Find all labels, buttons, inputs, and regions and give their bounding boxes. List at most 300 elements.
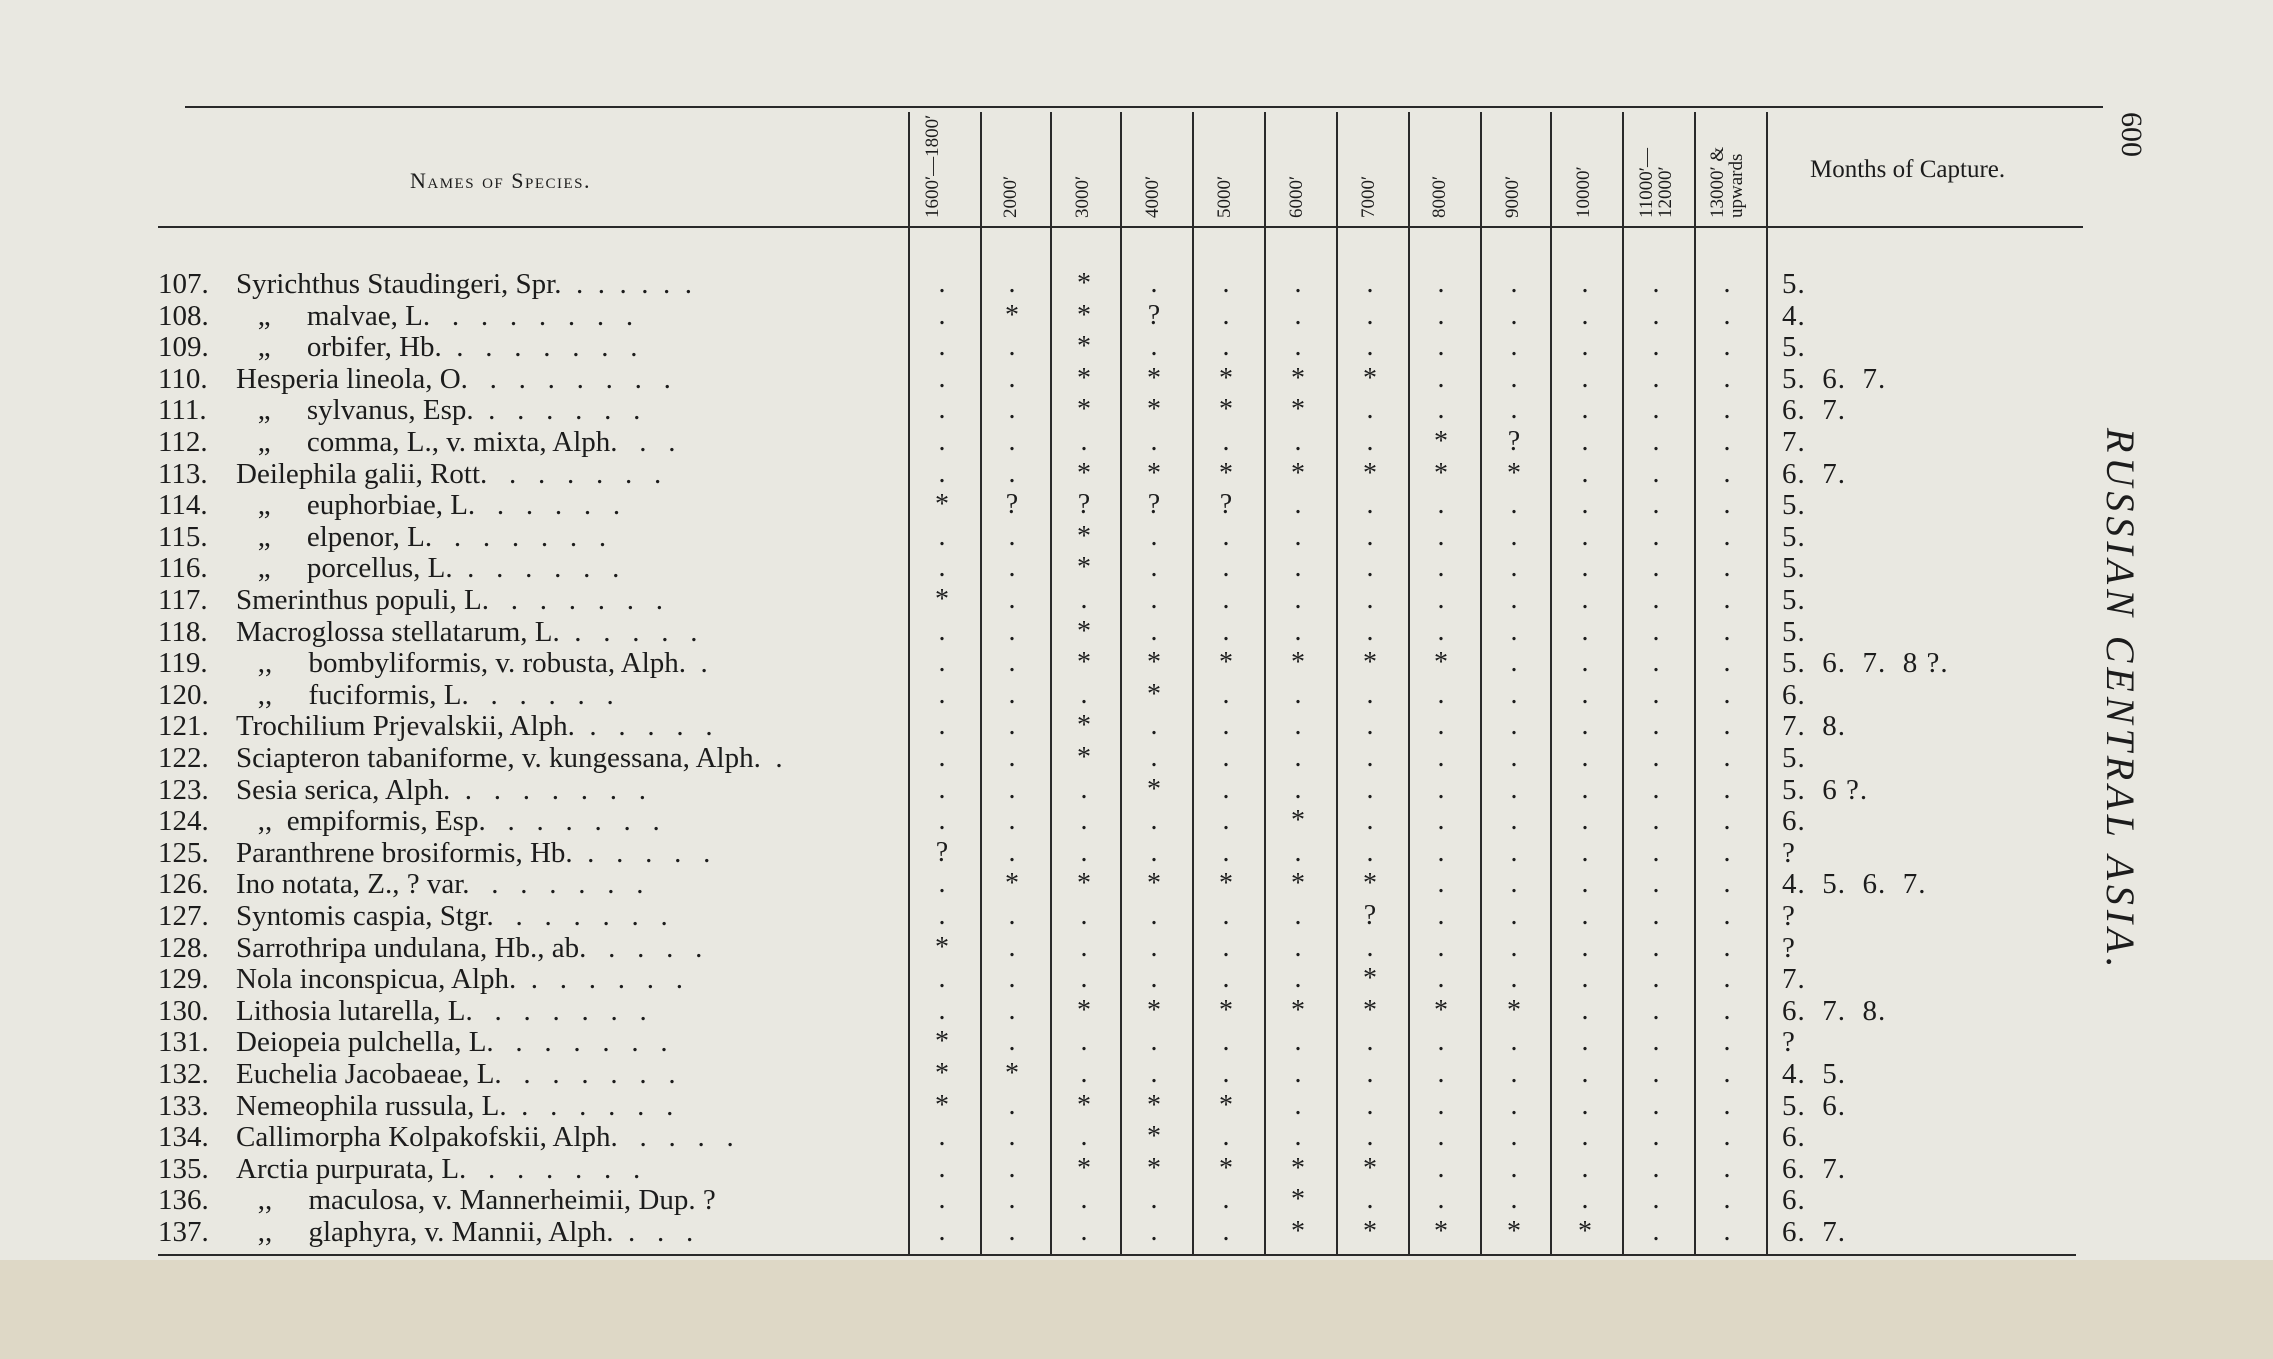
altitude-cell: . (1222, 742, 1230, 773)
altitude-cell: . (1294, 489, 1302, 521)
altitude-cell: . (1510, 963, 1518, 995)
altitude-cell: . (1652, 900, 1660, 931)
species-name: Syrichthus Staudingeri, Spr. . . . . . . (236, 268, 692, 300)
altitude-cell: . (938, 710, 946, 742)
table-row (0, 1184, 2273, 1216)
altitude-cell: . (1581, 994, 1589, 1026)
altitude-cell: . (1222, 520, 1230, 552)
altitude-cell: . (1723, 1089, 1731, 1121)
table-row (0, 647, 2273, 679)
altitude-cell: * (1005, 868, 1019, 900)
altitude-cell: . (1581, 552, 1589, 584)
altitude-cell: . (938, 678, 946, 710)
altitude-cell: . (1652, 457, 1660, 489)
altitude-cell: * (1507, 457, 1521, 489)
altitude-cell: . (1366, 836, 1374, 868)
species-name: „ porcellus, L. . . . . . . (236, 552, 620, 585)
altitude-header-label: 7000′ (1358, 175, 1379, 218)
altitude-cell: . (1294, 836, 1302, 868)
altitude-cell: . (1366, 584, 1374, 615)
altitude-cell: * (1363, 362, 1377, 394)
species-name: Ino notata, Z., ? var. . . . . . . (236, 868, 644, 901)
altitude-cell: * (1434, 647, 1448, 679)
running-head: RUSSIAN CENTRAL ASIA. (2098, 428, 2143, 973)
altitude-cell: * (1219, 868, 1233, 900)
altitude-cell: . (1150, 331, 1158, 363)
altitude-cell: * (1147, 1089, 1161, 1121)
months-of-capture: 5. (1782, 615, 1806, 648)
altitude-cell: . (1150, 584, 1158, 615)
altitude-cell: . (1080, 1026, 1088, 1058)
altitude-cell: * (1077, 331, 1091, 363)
species-name: Lithosia lutarella, L. . . . . . . (236, 994, 647, 1027)
altitude-cell: . (1222, 710, 1230, 742)
months-of-capture: 5. 6. 7. 8 ?. (1782, 647, 1949, 680)
altitude-cell: . (1652, 868, 1660, 900)
altitude-cell: . (1294, 1058, 1302, 1089)
altitude-cell: * (1363, 963, 1377, 995)
altitude-cell: . (1222, 1184, 1230, 1216)
altitude-cell: * (935, 1058, 949, 1089)
altitude-cell: . (1581, 678, 1589, 710)
altitude-cell: * (1147, 994, 1161, 1026)
altitude-cell: . (1150, 552, 1158, 584)
altitude-cell: . (1080, 900, 1088, 931)
altitude-cell: ? (1005, 489, 1019, 521)
altitude-cell: . (1723, 710, 1731, 742)
altitude-cell: . (1150, 1184, 1158, 1216)
table-row (0, 268, 2273, 300)
altitude-cell: * (1077, 299, 1091, 331)
altitude-cell: * (1291, 1184, 1305, 1216)
altitude-cell: * (1219, 1152, 1233, 1184)
altitude-cell: . (1437, 836, 1445, 868)
altitude-cell: . (1437, 1152, 1445, 1184)
altitude-cell: . (938, 647, 946, 679)
altitude-cell: ? (1147, 299, 1161, 331)
top-rule (185, 106, 2103, 108)
row-number: 118. (158, 615, 208, 648)
altitude-cell: . (1437, 1184, 1445, 1216)
row-number: 131. (158, 1026, 209, 1059)
altitude-cell: . (938, 963, 946, 995)
altitude-cell: . (1581, 1152, 1589, 1184)
altitude-cell: . (938, 868, 946, 900)
months-of-capture: 7. (1782, 963, 1806, 996)
species-column-header: Names of Species. (410, 168, 591, 193)
table-row (0, 774, 2273, 806)
species-name: Smerinthus populi, L. . . . . . . (236, 584, 663, 616)
row-number: 132. (158, 1058, 209, 1090)
altitude-cell: . (1510, 742, 1518, 773)
altitude-cell: . (1652, 710, 1660, 742)
altitude-cell: . (1652, 489, 1660, 521)
altitude-cell: . (1008, 710, 1016, 742)
row-number: 129. (158, 963, 209, 996)
altitude-cell: . (1723, 299, 1731, 331)
altitude-cell: . (1222, 805, 1230, 837)
altitude-cell: . (1366, 1058, 1374, 1089)
altitude-cell: . (1581, 268, 1589, 299)
species-name: Arctia purpurata, L. . . . . . . (236, 1152, 641, 1185)
table-row (0, 805, 2273, 837)
row-number: 133. (158, 1089, 209, 1122)
months-of-capture: 4. (1782, 299, 1806, 332)
months-of-capture: ? (1782, 836, 1796, 869)
altitude-cell: . (1510, 868, 1518, 900)
altitude-cell: . (1437, 900, 1445, 931)
altitude-cell: . (1222, 836, 1230, 868)
species-name: Nola inconspicua, Alph. . . . . . . (236, 963, 684, 996)
species-name: Deiopeia pulchella, L. . . . . . . (236, 1026, 668, 1059)
altitude-cell: . (1294, 299, 1302, 331)
altitude-cell: . (1150, 805, 1158, 837)
altitude-cell: . (1008, 615, 1016, 647)
altitude-cell: . (1437, 331, 1445, 363)
altitude-cell: . (1366, 268, 1374, 299)
altitude-cell: . (1366, 678, 1374, 710)
months-of-capture: 5. (1782, 268, 1806, 300)
altitude-cell: . (1581, 1058, 1589, 1089)
altitude-cell: . (1008, 773, 1016, 805)
altitude-header-label: 2000′ (1000, 175, 1021, 218)
table-row (0, 458, 2273, 490)
species-name: Macroglossa stellatarum, L. . . . . . (236, 615, 698, 648)
species-name: Euchelia Jacobaeae, L. . . . . . . (236, 1058, 676, 1090)
altitude-cell: . (1652, 1216, 1660, 1247)
months-of-capture: 6. 7. (1782, 1216, 1846, 1248)
species-name: Syntomis caspia, Stgr. . . . . . . (236, 900, 668, 932)
altitude-cell: * (1434, 994, 1448, 1026)
species-name: „ sylvanus, Esp. . . . . . . (236, 394, 641, 427)
altitude-cell: . (938, 394, 946, 426)
altitude-cell: . (1437, 1058, 1445, 1089)
altitude-cell: . (1510, 1121, 1518, 1153)
altitude-cell: . (1150, 520, 1158, 552)
altitude-cell: . (1510, 615, 1518, 647)
altitude-cell: . (1723, 552, 1731, 584)
altitude-cell: . (1510, 1026, 1518, 1058)
altitude-header-label: 4000′ (1142, 175, 1163, 218)
months-of-capture: 4. 5. (1782, 1058, 1846, 1090)
altitude-cell: ? (1147, 489, 1161, 521)
species-name: ,, fuciformis, L. . . . . . (236, 678, 614, 711)
altitude-cell: . (1652, 1026, 1660, 1058)
species-name: „ comma, L., v. mixta, Alph. . . (236, 426, 676, 458)
altitude-cell: . (1366, 1121, 1374, 1153)
altitude-cell: . (1652, 615, 1660, 647)
species-name: Callimorpha Kolpakofskii, Alph. . . . . (236, 1121, 734, 1154)
altitude-cell: . (1437, 299, 1445, 331)
altitude-cell: . (1222, 268, 1230, 299)
altitude-cell: * (1219, 1089, 1233, 1121)
months-of-capture: 5. (1782, 584, 1806, 616)
altitude-cell: . (1723, 1216, 1731, 1247)
altitude-cell: . (1652, 994, 1660, 1026)
months-of-capture: 5. 6 ?. (1782, 773, 1869, 806)
row-number: 113. (158, 457, 208, 490)
altitude-cell: * (1363, 1152, 1377, 1184)
row-number: 114. (158, 489, 208, 522)
months-of-capture: 6. 7. (1782, 457, 1846, 490)
altitude-cell: . (1008, 963, 1016, 995)
months-of-capture: 6. (1782, 1121, 1806, 1154)
altitude-cell: * (1219, 362, 1233, 394)
altitude-cell: . (1510, 900, 1518, 931)
altitude-cell: . (1581, 489, 1589, 521)
altitude-cell: . (1222, 426, 1230, 457)
altitude-cell: * (935, 931, 949, 963)
altitude-header-label: 5000′ (1214, 175, 1235, 218)
altitude-cell: . (1510, 362, 1518, 394)
altitude-header-label: 8000′ (1429, 175, 1450, 218)
altitude-cell: . (1510, 1152, 1518, 1184)
altitude-cell: . (1366, 489, 1374, 521)
altitude-cell: . (1008, 994, 1016, 1026)
altitude-cell: . (1008, 647, 1016, 679)
altitude-cell: . (1652, 331, 1660, 363)
row-number: 117. (158, 584, 208, 616)
altitude-cell: . (1294, 268, 1302, 299)
altitude-cell: * (1005, 1058, 1019, 1089)
table-row (0, 710, 2273, 742)
species-name: „ euphorbiae, L. . . . . . (236, 489, 621, 522)
altitude-cell: . (1723, 584, 1731, 615)
altitude-cell: . (1510, 1184, 1518, 1216)
altitude-cell: . (1510, 520, 1518, 552)
row-number: 122. (158, 742, 209, 774)
altitude-cell: . (1366, 1026, 1374, 1058)
altitude-cell: . (1150, 836, 1158, 868)
table-row (0, 616, 2273, 648)
altitude-cell: . (1437, 963, 1445, 995)
table-bottom-rule (158, 1254, 2076, 1256)
altitude-cell: . (1581, 1089, 1589, 1121)
altitude-cell: . (1222, 963, 1230, 995)
altitude-cell: . (1510, 647, 1518, 679)
altitude-cell: . (1222, 615, 1230, 647)
altitude-header-label: 9000′ (1502, 175, 1523, 218)
altitude-header-label: 1600′—1800′ (922, 114, 943, 218)
altitude-cell: . (1723, 805, 1731, 837)
altitude-cell: * (1291, 805, 1305, 837)
altitude-cell: . (1008, 931, 1016, 963)
altitude-cell: . (1080, 1121, 1088, 1153)
altitude-cell: . (1723, 1152, 1731, 1184)
altitude-cell: . (1008, 1026, 1016, 1058)
altitude-cell: . (1510, 1058, 1518, 1089)
altitude-cell: . (1652, 584, 1660, 615)
altitude-cell: . (1008, 362, 1016, 394)
altitude-cell: . (1510, 268, 1518, 299)
altitude-cell: . (1437, 362, 1445, 394)
altitude-cell: . (938, 805, 946, 837)
altitude-cell: . (1437, 1089, 1445, 1121)
altitude-cell: . (1723, 742, 1731, 773)
altitude-cell: . (1222, 584, 1230, 615)
altitude-cell: . (1652, 1184, 1660, 1216)
altitude-cell: . (1150, 742, 1158, 773)
altitude-cell: . (1080, 1216, 1088, 1247)
altitude-cell: . (1723, 994, 1731, 1026)
altitude-cell: . (1581, 584, 1589, 615)
altitude-cell: . (1150, 710, 1158, 742)
altitude-cell: * (1578, 1216, 1592, 1247)
altitude-cell: . (1581, 299, 1589, 331)
altitude-cell: . (1150, 900, 1158, 931)
altitude-cell: . (1080, 1184, 1088, 1216)
row-number: 112. (158, 426, 208, 458)
altitude-cell: . (1294, 1089, 1302, 1121)
row-number: 130. (158, 994, 209, 1027)
altitude-cell: . (1652, 963, 1660, 995)
table-row (0, 300, 2273, 332)
months-of-capture: 6. 7. 8. (1782, 994, 1887, 1027)
months-of-capture: 6. 7. (1782, 394, 1846, 427)
altitude-cell: * (1219, 647, 1233, 679)
altitude-cell: * (1147, 678, 1161, 710)
table-row (0, 1121, 2273, 1153)
altitude-cell: * (1077, 362, 1091, 394)
altitude-cell: . (1150, 268, 1158, 299)
altitude-cell: . (1080, 584, 1088, 615)
altitude-cell: . (1652, 299, 1660, 331)
altitude-cell: * (1077, 615, 1091, 647)
months-of-capture: 7. (1782, 426, 1806, 458)
table-row (0, 868, 2273, 900)
row-number: 116. (158, 552, 208, 585)
altitude-cell: . (1222, 1026, 1230, 1058)
altitude-cell: . (1581, 710, 1589, 742)
altitude-cell: . (1723, 678, 1731, 710)
altitude-cell: . (1510, 489, 1518, 521)
altitude-cell: * (1077, 1152, 1091, 1184)
altitude-cell: . (1510, 552, 1518, 584)
altitude-cell: * (1434, 1216, 1448, 1247)
altitude-cell: . (1652, 931, 1660, 963)
altitude-cell: . (1008, 1121, 1016, 1153)
altitude-cell: . (1652, 1089, 1660, 1121)
altitude-cell: * (1363, 647, 1377, 679)
altitude-cell: ? (1077, 489, 1091, 521)
altitude-cell: . (1080, 805, 1088, 837)
altitude-cell: . (1222, 773, 1230, 805)
altitude-cell: . (1150, 1026, 1158, 1058)
altitude-cell: . (1723, 1184, 1731, 1216)
altitude-cell: * (1077, 994, 1091, 1026)
table-row (0, 900, 2273, 932)
altitude-cell: . (1294, 552, 1302, 584)
altitude-cell: . (1652, 742, 1660, 773)
altitude-cell: . (1008, 1184, 1016, 1216)
altitude-cell: . (1723, 963, 1731, 995)
row-number: 134. (158, 1121, 209, 1154)
altitude-cell: . (1008, 457, 1016, 489)
altitude-cell: . (1723, 1058, 1731, 1089)
altitude-cell: * (935, 1026, 949, 1058)
species-name: ,, empiformis, Esp. . . . . . . (236, 805, 660, 838)
row-number: 115. (158, 520, 208, 553)
altitude-cell: . (1008, 900, 1016, 931)
altitude-cell: . (1723, 900, 1731, 931)
row-number: 121. (158, 710, 209, 743)
altitude-cell: . (1581, 426, 1589, 457)
months-of-capture: 5. (1782, 331, 1806, 364)
altitude-cell: . (1366, 615, 1374, 647)
altitude-header-label: 3000′ (1072, 175, 1093, 218)
altitude-cell: . (938, 773, 946, 805)
altitude-cell: . (1723, 773, 1731, 805)
altitude-cell: . (1510, 931, 1518, 963)
altitude-cell: * (1077, 868, 1091, 900)
altitude-cell: . (1294, 963, 1302, 995)
species-name: „ elpenor, L. . . . . . . (236, 520, 607, 553)
altitude-cell: * (1291, 362, 1305, 394)
altitude-cell: . (1437, 1026, 1445, 1058)
altitude-cell: . (1222, 931, 1230, 963)
altitude-cell: . (1723, 331, 1731, 363)
altitude-cell: . (1723, 615, 1731, 647)
altitude-cell: . (938, 1121, 946, 1153)
altitude-cell: * (1005, 299, 1019, 331)
row-number: 107. (158, 268, 209, 300)
altitude-cell: . (1008, 805, 1016, 837)
altitude-cell: . (1510, 331, 1518, 363)
row-number: 109. (158, 331, 209, 364)
altitude-cell: ? (1507, 426, 1521, 457)
altitude-cell: . (1294, 678, 1302, 710)
altitude-cell: . (1652, 1121, 1660, 1153)
altitude-cell: . (1581, 900, 1589, 931)
altitude-cell: . (1652, 268, 1660, 299)
altitude-cell: * (1291, 994, 1305, 1026)
altitude-cell: . (938, 742, 946, 773)
months-of-capture: 4. 5. 6. 7. (1782, 868, 1927, 901)
altitude-cell: . (1294, 931, 1302, 963)
altitude-cell: * (1507, 1216, 1521, 1247)
altitude-cell: . (1366, 742, 1374, 773)
altitude-cell: . (1652, 552, 1660, 584)
species-name: „ orbifer, Hb. . . . . . . . (236, 331, 638, 364)
altitude-cell: ? (1219, 489, 1233, 521)
table-row (0, 426, 2273, 458)
species-name: „ malvae, L. . . . . . . . (236, 299, 634, 332)
altitude-cell: . (1294, 900, 1302, 931)
table-row (0, 363, 2273, 395)
altitude-cell: . (1294, 584, 1302, 615)
altitude-cell: . (1366, 931, 1374, 963)
row-number: 110. (158, 362, 208, 395)
altitude-cell: * (1363, 1216, 1377, 1247)
altitude-cell: . (1652, 362, 1660, 394)
altitude-cell: . (1294, 710, 1302, 742)
altitude-cell: . (1723, 362, 1731, 394)
altitude-cell: . (1008, 394, 1016, 426)
altitude-header-label: 13000′ & upwards (1707, 146, 1747, 218)
table-row (0, 394, 2273, 426)
altitude-cell: . (1723, 426, 1731, 457)
altitude-cell: * (1147, 394, 1161, 426)
altitude-cell: . (938, 1184, 946, 1216)
altitude-cell: . (938, 426, 946, 457)
row-number: 120. (158, 678, 209, 711)
altitude-cell: . (1222, 552, 1230, 584)
table-row (0, 995, 2273, 1027)
altitude-cell: . (1510, 773, 1518, 805)
altitude-cell: . (1437, 615, 1445, 647)
altitude-cell: . (1581, 647, 1589, 679)
altitude-cell: . (1581, 394, 1589, 426)
